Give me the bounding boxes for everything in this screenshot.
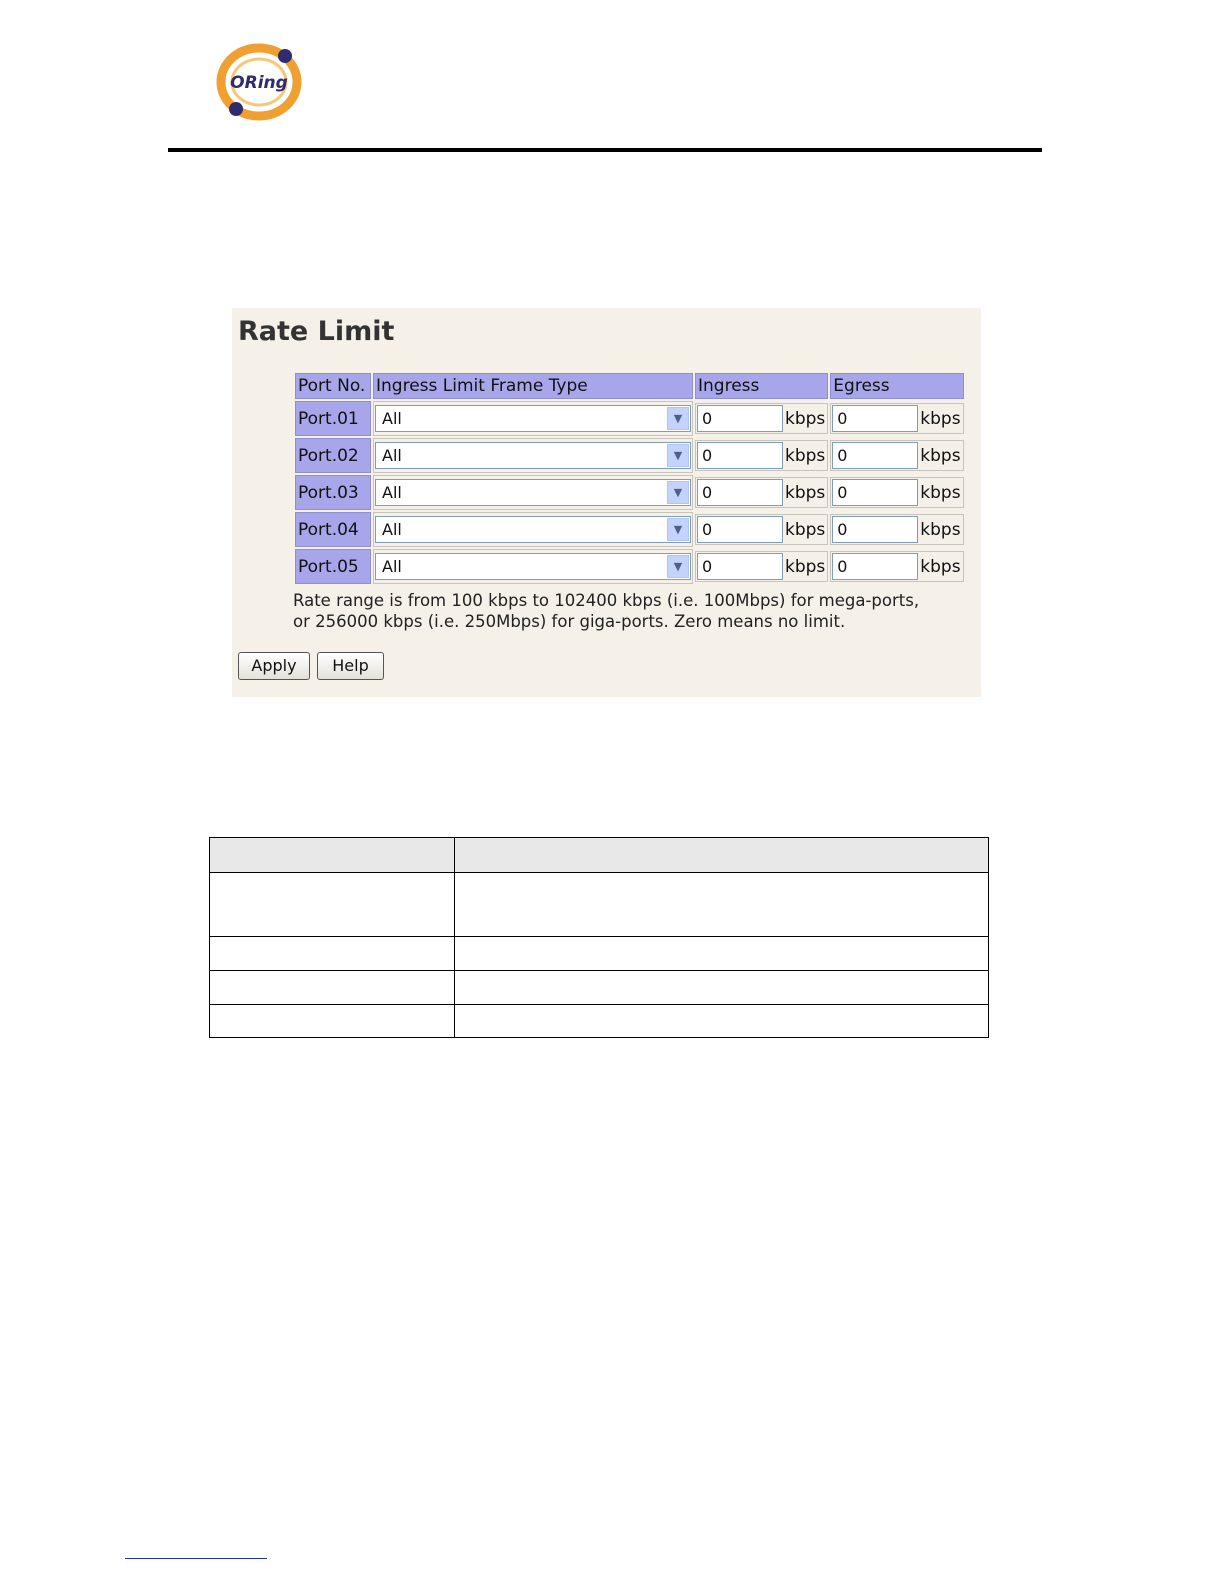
chevron-down-icon[interactable]: ▼ — [667, 407, 689, 430]
unit-label: kbps — [920, 482, 961, 503]
table-header-row — [210, 838, 989, 873]
port-label: Port.05 — [295, 549, 371, 584]
table-header-row — [295, 373, 964, 399]
table-cell — [210, 873, 455, 937]
unit-label: kbps — [785, 408, 826, 429]
unit-label: kbps — [920, 519, 961, 540]
unit-label: kbps — [920, 408, 961, 429]
table-row — [295, 438, 964, 473]
rate-range-note: Rate range is from 100 kbps to 102400 kbps (i.e. 100Mbps) for mega-ports, or 256000 kbps (i.e. 250Mbps) for giga-ports. Zero means no limit. — [293, 591, 920, 631]
unit-label: kbps — [785, 482, 826, 503]
table-cell — [455, 937, 989, 971]
footer-link-underline — [125, 1558, 267, 1559]
page-title: Rate Limit — [238, 316, 395, 347]
unit-label: kbps — [785, 445, 826, 466]
col-port-no: Port No. — [295, 373, 371, 399]
table-cell — [455, 1005, 989, 1038]
port-label: Port.02 — [295, 438, 371, 473]
table-cell — [210, 971, 455, 1005]
frame-type-select[interactable]: All ▼ — [375, 479, 691, 506]
help-button[interactable]: Help — [317, 652, 384, 680]
frame-type-select[interactable]: All ▼ — [375, 442, 691, 469]
svg-text:ORing: ORing — [230, 73, 288, 93]
table-row — [295, 475, 964, 510]
rate-limit-panel — [232, 308, 981, 697]
table-row — [210, 1005, 989, 1038]
description-table — [209, 837, 989, 1038]
table-row — [210, 873, 989, 937]
egress-input[interactable]: 0 — [832, 442, 918, 469]
frame-type-select[interactable]: All ▼ — [375, 405, 691, 432]
chevron-down-icon[interactable]: ▼ — [667, 555, 689, 578]
chevron-down-icon[interactable]: ▼ — [667, 481, 689, 504]
chevron-down-icon[interactable]: ▼ — [667, 518, 689, 541]
port-label: Port.04 — [295, 512, 371, 547]
frame-type-select[interactable]: All ▼ — [375, 516, 691, 543]
unit-label: kbps — [785, 519, 826, 540]
ingress-input[interactable]: 0 — [697, 405, 783, 432]
table-row — [210, 937, 989, 971]
table-cell — [455, 971, 989, 1005]
col-egress: Egress — [830, 373, 963, 399]
table-header-cell — [210, 838, 455, 873]
ingress-input[interactable]: 0 — [697, 442, 783, 469]
table-cell — [210, 937, 455, 971]
rate-limit-table — [293, 371, 966, 586]
unit-label: kbps — [785, 556, 826, 577]
unit-label: kbps — [920, 445, 961, 466]
ingress-input[interactable]: 0 — [697, 553, 783, 580]
egress-input[interactable]: 0 — [832, 479, 918, 506]
port-label: Port.01 — [295, 401, 371, 436]
egress-input[interactable]: 0 — [832, 553, 918, 580]
table-cell — [210, 1005, 455, 1038]
apply-button[interactable]: Apply — [238, 652, 310, 680]
header-rule — [168, 148, 1042, 152]
frame-type-select[interactable]: All ▼ — [375, 553, 691, 580]
egress-input[interactable]: 0 — [832, 516, 918, 543]
chevron-down-icon[interactable]: ▼ — [667, 444, 689, 467]
col-frame-type: Ingress Limit Frame Type — [373, 373, 693, 399]
table-row — [295, 549, 964, 584]
ingress-input[interactable]: 0 — [697, 516, 783, 543]
table-cell — [455, 873, 989, 937]
table-row — [210, 971, 989, 1005]
table-row — [295, 512, 964, 547]
col-ingress: Ingress — [695, 373, 828, 399]
table-row — [295, 401, 964, 436]
ingress-input[interactable]: 0 — [697, 479, 783, 506]
unit-label: kbps — [920, 556, 961, 577]
table-header-cell — [455, 838, 989, 873]
oring-logo — [214, 42, 304, 122]
port-label: Port.03 — [295, 475, 371, 510]
egress-input[interactable]: 0 — [832, 405, 918, 432]
